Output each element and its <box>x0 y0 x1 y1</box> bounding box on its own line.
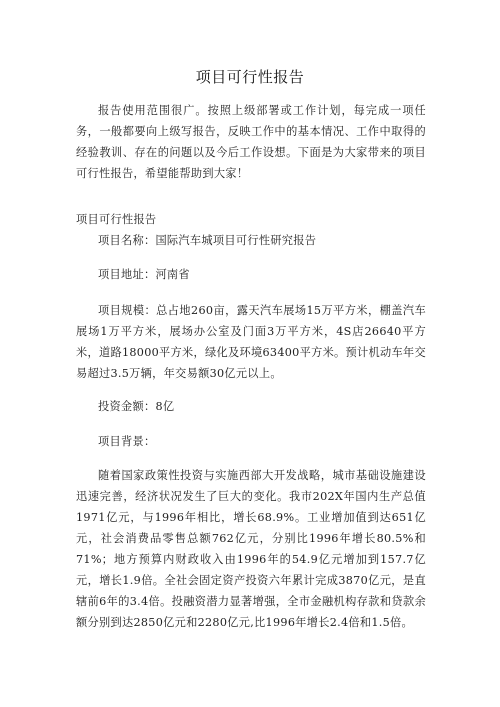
document-title: 项目可行性报告 <box>195 68 305 86</box>
project-name: 项目名称：国际汽车城项目可行性研究报告 <box>98 234 317 247</box>
section-heading: 项目可行性报告 <box>76 213 157 226</box>
intro-paragraph: 报告使用范围很广。按照上级部署或工作计划，每完成一项任务，一般都要向上级写报告，反映工作中的基本情况、工作中取得的经验教训、存在的问题以及今后工作设想。下面是为大家带来的项目可行性报告，希望能帮助到大家！ <box>76 104 426 180</box>
background-label: 项目背景： <box>98 435 156 448</box>
background-paragraph: 随着国家政策性投资与实施西部大开发战略，城市基础设施建设迅速完善，经济状况发生了巨大的变化。我市202X年国内生产总值1971亿元，与1996年相比，增长68.9%。工业增加值到达651亿元，社会消费品零售总额762亿元，分别比1996年增长80.5%和71%；地方预算内财政收入由1996年的54.9亿元增加到157.7亿元，增长1.9倍。全社会固定资产投资六年累计完成3870亿元，是直辖前6年的3.4倍。投融资潜力显著增强，全市金融机构存款和贷款余额分别到达2850亿元和2280亿元,比1996年增长2.4倍和1.5倍。 <box>76 469 426 629</box>
project-scale-paragraph: 项目规模：总占地260亩，露天汽车展场15万平方米，棚盖汽车展场1万平方米，展场办公室及门面3万平方米，4S店26640平方米，道路18000平方米，绿化及环境63400平方米。预计机动车年交易超过3.5万辆，年交易额30亿元以上。 <box>76 304 426 380</box>
project-address: 项目地址：河南省 <box>98 268 190 281</box>
investment-amount: 投资金额：8亿 <box>98 400 175 413</box>
